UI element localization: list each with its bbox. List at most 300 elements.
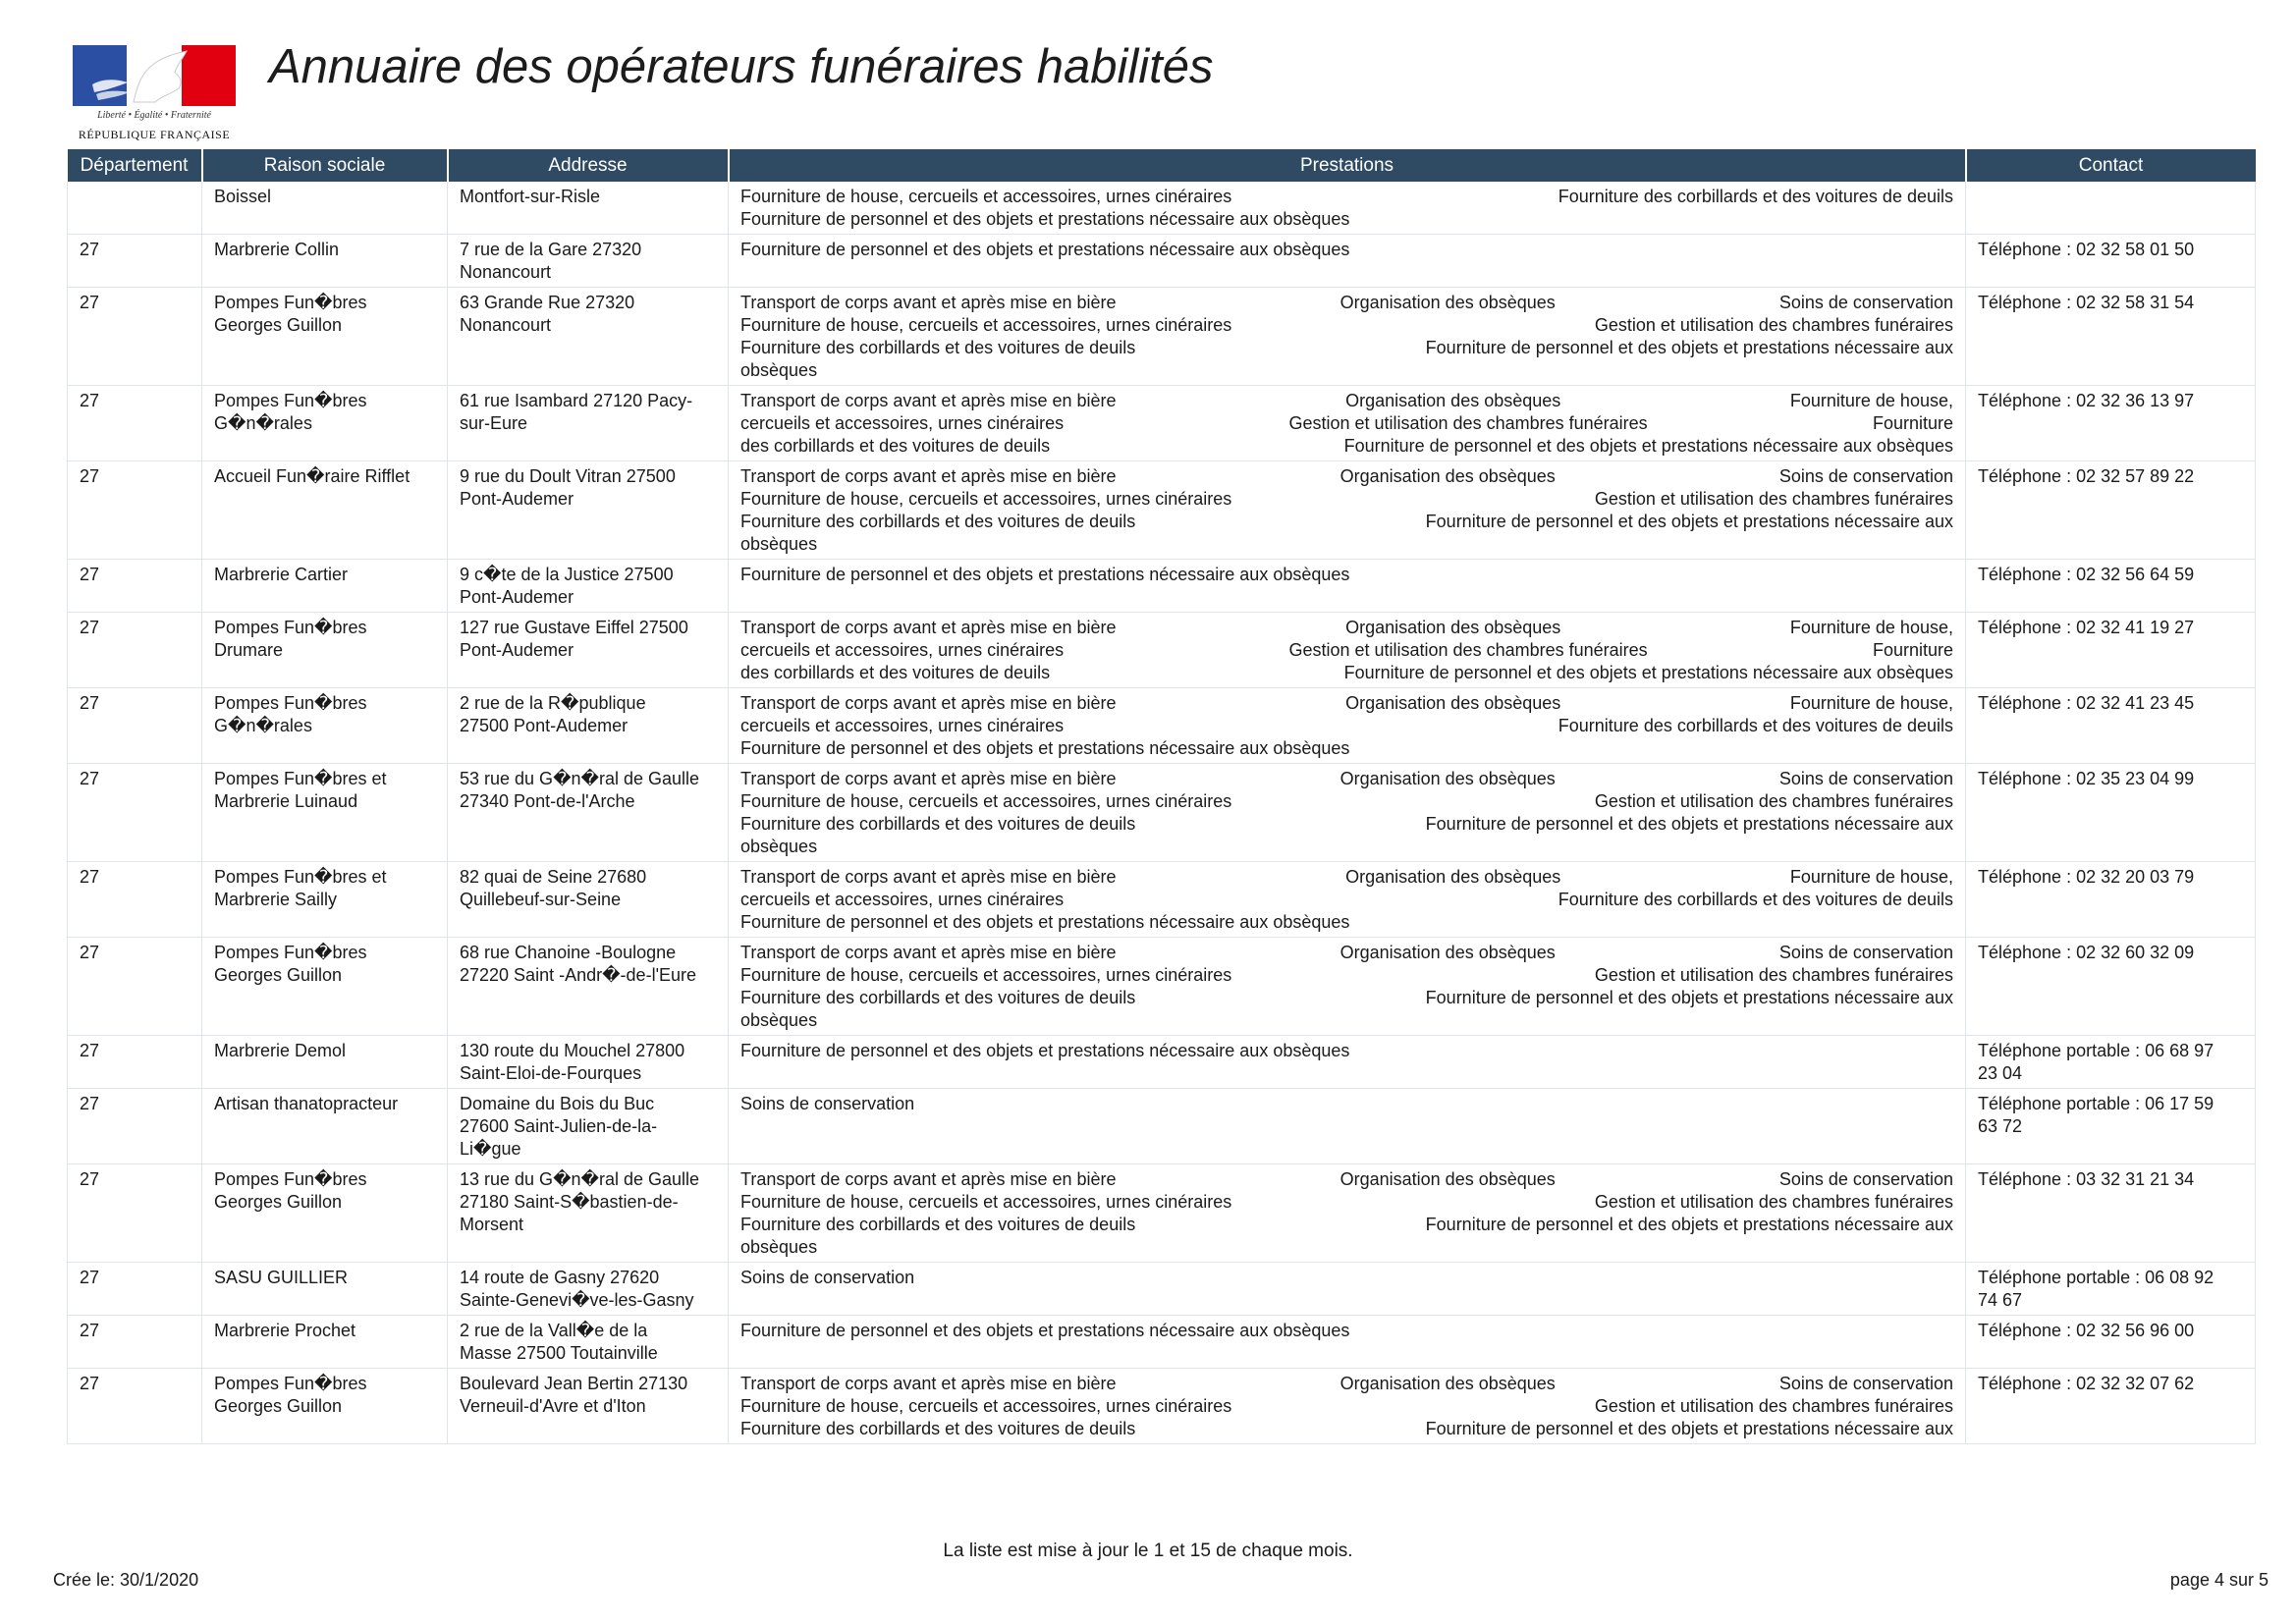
raison-sociale-cell [202, 1036, 448, 1089]
adresse-line: Boulevard Jean Bertin 27130 [460, 1374, 688, 1393]
adresse-line: Pont-Audemer [460, 489, 574, 509]
adresse-line: 27220 Saint -Andr�-de-l'Eure [460, 965, 697, 985]
prestation-item: Fourniture des corbillards et des voitures de deuils [740, 338, 1136, 357]
prestation-item: Fourniture des corbillards et des voitures de deuils [1558, 716, 1953, 735]
prestation-item: Fourniture de personnel et des objets et prestations nécessaire aux obsèques [1343, 663, 1953, 682]
prestation-item: Fourniture de personnel et des objets et prestations nécessaire aux [1425, 512, 1953, 531]
prestations-cell [729, 386, 1966, 461]
raison-sociale-cell [202, 613, 448, 688]
adresse-line: 63 Grande Rue 27320 [460, 293, 635, 312]
adresse-cell [448, 182, 729, 235]
raison-sociale-line: Marbrerie Luinaud [214, 791, 358, 811]
prestations-cell [729, 560, 1966, 613]
prestation-item: Organisation des obsèques [1345, 391, 1561, 410]
raison-sociale-line: Marbrerie Prochet [214, 1321, 356, 1340]
prestation-item: Fourniture de personnel et des objets et prestations nécessaire aux [1425, 814, 1953, 834]
prestations-line [740, 942, 1953, 964]
page-number: page 4 sur 5 [2169, 1570, 2269, 1590]
prestations-line [740, 617, 1953, 639]
departement-cell: 27 [68, 560, 202, 613]
adresse-line: 27600 Saint-Julien-de-la- [460, 1116, 658, 1136]
prestation-item: Fourniture de house, [1789, 867, 1953, 887]
prestation-item: Fourniture de personnel et des objets et prestations nécessaire aux obsèques [740, 565, 1350, 584]
contact-line: Téléphone : 02 32 32 07 62 [1978, 1374, 2195, 1393]
prestation-item: Gestion et utilisation des chambres funéraires [1288, 413, 1648, 433]
prestations-line [740, 1373, 1953, 1395]
contact-line: Téléphone : 02 32 57 89 22 [1978, 466, 2195, 486]
prestation-item: Fourniture de personnel et des objets et prestations nécessaire aux obsèques [740, 209, 1350, 229]
contact-cell [1966, 560, 2256, 613]
prestation-item: Gestion et utilisation des chambres funéraires [1594, 489, 1953, 509]
adresse-cell [448, 1263, 729, 1316]
prestations-line [740, 1320, 1953, 1342]
adresse-cell [448, 288, 729, 386]
contact-line: Téléphone : 02 32 20 03 79 [1978, 867, 2195, 887]
contact-cell [1966, 182, 2256, 235]
prestation-item: Fourniture de house, [1789, 618, 1953, 637]
logo-motto: Liberté • Égalité • Fraternité [97, 110, 211, 121]
prestation-item: Fourniture de personnel et des objets et prestations nécessaire aux obsèques [1343, 436, 1953, 456]
departement-cell: 27 [68, 613, 202, 688]
prestation-item: Fourniture de house, cercueils et accessoires, urnes cinéraires [740, 315, 1232, 335]
table-row [68, 764, 2256, 862]
adresse-line: 27500 Pont-Audemer [460, 716, 629, 735]
prestations-cell [729, 938, 1966, 1036]
prestations-line [740, 208, 1953, 231]
prestation-item: cercueils et accessoires, urnes cinéraires [740, 890, 1065, 909]
adresse-line: Pont-Audemer [460, 640, 574, 660]
prestation-item: Gestion et utilisation des chambres funéraires [1288, 640, 1648, 660]
raison-sociale-line: G�n�rales [214, 716, 312, 735]
table-body [68, 182, 2256, 1444]
prestations-line [740, 889, 1953, 911]
table-row [68, 1089, 2256, 1164]
operators-table [67, 149, 2256, 1444]
update-note: La liste est mise à jour le 1 et 15 de chaque mois. [943, 1541, 1353, 1561]
prestation-item: des corbillards et des voitures de deuils [740, 436, 1051, 456]
contact-line: Téléphone portable : 06 17 59 [1978, 1094, 2214, 1113]
prestations-line [740, 639, 1953, 662]
departement-cell: 27 [68, 288, 202, 386]
creation-date: Crée le: 30/1/2020 [53, 1570, 199, 1590]
prestations-cell [729, 688, 1966, 764]
prestation-item: Fourniture [1872, 640, 1953, 660]
prestation-item: Fourniture de personnel et des objets et prestations nécessaire aux [1425, 1419, 1953, 1438]
adresse-line: 2 rue de la Vall�e de la [460, 1321, 648, 1340]
raison-sociale-cell [202, 560, 448, 613]
prestations-line [740, 465, 1953, 488]
raison-sociale-line: Artisan thanatopracteur [214, 1094, 399, 1113]
contact-line: Téléphone : 02 32 58 01 50 [1978, 240, 2195, 259]
prestations-cell [729, 1263, 1966, 1316]
prestation-item: Fourniture des corbillards et des voitures de deuils [740, 814, 1136, 834]
prestation-item: obsèques [740, 1010, 818, 1030]
table-row [68, 1263, 2256, 1316]
table-row [68, 182, 2256, 235]
raison-sociale-cell [202, 461, 448, 560]
raison-sociale-line: Georges Guillon [214, 965, 343, 985]
raison-sociale-line: Pompes Fun�bres [214, 943, 367, 962]
prestation-item: Transport de corps avant et après mise en bière [740, 1374, 1117, 1393]
prestations-line [740, 533, 1953, 556]
contact-cell [1966, 1089, 2256, 1164]
contact-line: Téléphone : 02 32 41 23 45 [1978, 693, 2195, 713]
prestation-item: Fourniture des corbillards et des voitures de deuils [740, 1215, 1136, 1234]
prestation-item: Transport de corps avant et après mise en bière [740, 769, 1117, 788]
table-row [68, 461, 2256, 560]
contact-line: Téléphone : 02 32 60 32 09 [1978, 943, 2195, 962]
adresse-cell [448, 386, 729, 461]
raison-sociale-line: Georges Guillon [214, 315, 343, 335]
prestations-line [740, 662, 1953, 684]
prestation-item: Soins de conservation [1778, 293, 1953, 312]
prestations-cell [729, 1036, 1966, 1089]
contact-line: Téléphone portable : 06 08 92 [1978, 1268, 2214, 1287]
departement-cell: 27 [68, 688, 202, 764]
prestations-cell [729, 182, 1966, 235]
prestations-line [740, 239, 1953, 261]
prestations-line [740, 1040, 1953, 1062]
raison-sociale-cell [202, 764, 448, 862]
adresse-line: Domaine du Bois du Buc [460, 1094, 655, 1113]
prestation-item: Fourniture de house, cercueils et accessoires, urnes cinéraires [740, 489, 1232, 509]
prestations-line [740, 511, 1953, 533]
contact-line: 63 72 [1978, 1116, 2023, 1136]
raison-sociale-line: Pompes Fun�bres [214, 391, 367, 410]
prestations-line [740, 1168, 1953, 1191]
marianne-flag-icon [73, 45, 236, 106]
adresse-line: 14 route de Gasny 27620 [460, 1268, 660, 1287]
departement-cell: 27 [68, 1369, 202, 1444]
prestations-line [740, 911, 1953, 934]
prestation-item: Fourniture des corbillards et des voitures de deuils [1558, 890, 1953, 909]
prestations-line [740, 412, 1953, 435]
raison-sociale-line: Marbrerie Demol [214, 1041, 347, 1060]
adresse-line: 127 rue Gustave Eiffel 27500 [460, 618, 688, 637]
adresse-line: Verneuil-d'Avre et d'Iton [460, 1396, 646, 1416]
prestations-line [740, 314, 1953, 337]
table-row [68, 235, 2256, 288]
departement-cell: 27 [68, 764, 202, 862]
prestation-item: Fourniture de house, cercueils et accessoires, urnes cinéraires [740, 1192, 1232, 1212]
table-row [68, 1369, 2256, 1444]
prestations-cell [729, 461, 1966, 560]
prestation-item: Transport de corps avant et après mise en bière [740, 618, 1117, 637]
prestation-item: Fourniture de personnel et des objets et prestations nécessaire aux [1425, 1215, 1953, 1234]
raison-sociale-line: Pompes Fun�bres [214, 1169, 367, 1189]
contact-cell [1966, 1316, 2256, 1369]
prestations-line [740, 435, 1953, 458]
table-row [68, 386, 2256, 461]
contact-line: 23 04 [1978, 1063, 2023, 1083]
prestation-item: Fourniture de personnel et des objets et prestations nécessaire aux obsèques [740, 1041, 1350, 1060]
raison-sociale-line: Pompes Fun�bres et [214, 867, 387, 887]
adresse-line: Sainte-Genevi�ve-les-Gasny [460, 1290, 694, 1310]
prestation-item: Transport de corps avant et après mise en bière [740, 1169, 1117, 1189]
prestation-item: Fourniture de house, cercueils et accessoires, urnes cinéraires [740, 791, 1232, 811]
raison-sociale-cell [202, 1263, 448, 1316]
prestations-line [740, 488, 1953, 511]
adresse-line: Quillebeuf-sur-Seine [460, 890, 622, 909]
contact-cell [1966, 288, 2256, 386]
contact-line: Téléphone : 02 32 56 96 00 [1978, 1321, 2195, 1340]
contact-cell [1966, 764, 2256, 862]
prestation-item: Organisation des obsèques [1345, 867, 1561, 887]
prestation-item: cercueils et accessoires, urnes cinéraires [740, 716, 1065, 735]
prestation-item: Fourniture de personnel et des objets et prestations nécessaire aux [1425, 338, 1953, 357]
table-row [68, 1316, 2256, 1369]
adresse-line: 7 rue de la Gare 27320 [460, 240, 642, 259]
departement-cell: 27 [68, 386, 202, 461]
prestation-item: Soins de conservation [1778, 943, 1953, 962]
raison-sociale-cell [202, 1316, 448, 1369]
contact-cell [1966, 1263, 2256, 1316]
prestation-item: Fourniture de personnel et des objets et prestations nécessaire aux obsèques [740, 912, 1350, 932]
raison-sociale-line: Pompes Fun�bres [214, 693, 367, 713]
adresse-line: 2 rue de la R�publique [460, 693, 646, 713]
prestation-item: Organisation des obsèques [1339, 1374, 1556, 1393]
prestation-item: Transport de corps avant et après mise en bière [740, 293, 1117, 312]
adresse-line: 27340 Pont-de-l'Arche [460, 791, 635, 811]
prestations-line [740, 186, 1953, 208]
table-row [68, 1164, 2256, 1263]
adresse-cell [448, 862, 729, 938]
departement-cell: 27 [68, 862, 202, 938]
prestation-item: Gestion et utilisation des chambres funéraires [1594, 965, 1953, 985]
prestation-item: Gestion et utilisation des chambres funéraires [1594, 315, 1953, 335]
departement-cell: 27 [68, 235, 202, 288]
republique-francaise-logo [71, 45, 238, 147]
prestation-item: Soins de conservation [1778, 466, 1953, 486]
departement-cell: 27 [68, 1036, 202, 1089]
prestation-item: Fourniture de house, cercueils et accessoires, urnes cinéraires [740, 965, 1232, 985]
prestations-line [740, 790, 1953, 813]
prestation-item: Organisation des obsèques [1339, 1169, 1556, 1189]
prestation-item: Organisation des obsèques [1339, 466, 1556, 486]
prestation-item: cercueils et accessoires, urnes cinéraires [740, 640, 1065, 660]
table-header-row [68, 149, 2256, 182]
prestation-item: Organisation des obsèques [1345, 693, 1561, 713]
departement-cell [68, 182, 202, 235]
contact-cell [1966, 386, 2256, 461]
raison-sociale-line: Georges Guillon [214, 1396, 343, 1416]
raison-sociale-cell [202, 862, 448, 938]
contact-cell [1966, 688, 2256, 764]
page-title: Annuaire des opérateurs funéraires habilités [269, 40, 1214, 93]
prestations-line [740, 715, 1953, 737]
table-row [68, 288, 2256, 386]
raison-sociale-line: Boissel [214, 187, 272, 206]
prestation-item: Fourniture de personnel et des objets et prestations nécessaire aux obsèques [740, 240, 1350, 259]
adresse-cell [448, 688, 729, 764]
prestations-line [740, 737, 1953, 760]
prestation-item: Transport de corps avant et après mise en bière [740, 943, 1117, 962]
raison-sociale-cell [202, 1369, 448, 1444]
prestation-item: Fourniture des corbillards et des voitures de deuils [740, 512, 1136, 531]
prestation-item: des corbillards et des voitures de deuils [740, 663, 1051, 682]
adresse-line: 27180 Saint-S�bastien-de- [460, 1192, 679, 1212]
raison-sociale-line: Georges Guillon [214, 1192, 343, 1212]
adresse-line: Morsent [460, 1215, 524, 1234]
contact-line: Téléphone : 02 32 56 64 59 [1978, 565, 2195, 584]
prestation-item: Gestion et utilisation des chambres funéraires [1594, 1192, 1953, 1212]
adresse-line: 9 c�te de la Justice 27500 [460, 565, 674, 584]
raison-sociale-cell [202, 938, 448, 1036]
contact-line: 74 67 [1978, 1290, 2023, 1310]
prestations-line [740, 1009, 1953, 1032]
prestations-line [740, 866, 1953, 889]
departement-cell: 27 [68, 1263, 202, 1316]
prestation-item: Gestion et utilisation des chambres funéraires [1594, 791, 1953, 811]
prestations-line [740, 692, 1953, 715]
prestation-item: Fourniture de personnel et des objets et prestations nécessaire aux obsèques [740, 738, 1350, 758]
prestations-line [740, 836, 1953, 858]
contact-cell [1966, 461, 2256, 560]
column-header-departement: Département [68, 149, 202, 182]
prestation-item: Fourniture des corbillards et des voitures de deuils [740, 1419, 1136, 1438]
prestations-line [740, 564, 1953, 586]
prestation-item: Fourniture des corbillards et des voitures de deuils [740, 988, 1136, 1007]
departement-cell: 27 [68, 1316, 202, 1369]
prestations-line [740, 359, 1953, 382]
prestation-item: Soins de conservation [1778, 1169, 1953, 1189]
prestations-line [740, 1267, 1953, 1289]
adresse-cell [448, 764, 729, 862]
table-row [68, 938, 2256, 1036]
prestations-cell [729, 613, 1966, 688]
prestation-item: Transport de corps avant et après mise en bière [740, 693, 1117, 713]
raison-sociale-line: Pompes Fun�bres [214, 293, 367, 312]
prestations-line [740, 1214, 1953, 1236]
raison-sociale-line: G�n�rales [214, 413, 312, 433]
adresse-line: 53 rue du G�n�ral de Gaulle [460, 769, 700, 788]
prestations-line [740, 390, 1953, 412]
table-row [68, 1036, 2256, 1089]
contact-cell [1966, 938, 2256, 1036]
column-header-contact: Contact [1966, 149, 2256, 182]
prestation-item: Organisation des obsèques [1339, 293, 1556, 312]
departement-cell: 27 [68, 461, 202, 560]
prestations-cell [729, 1369, 1966, 1444]
contact-cell [1966, 235, 2256, 288]
prestations-cell [729, 1316, 1966, 1369]
raison-sociale-cell [202, 1089, 448, 1164]
contact-line: Téléphone portable : 06 68 97 [1978, 1041, 2214, 1060]
departement-cell: 27 [68, 1089, 202, 1164]
raison-sociale-cell [202, 235, 448, 288]
prestation-item: obsèques [740, 360, 818, 380]
adresse-line: Li�gue [460, 1139, 521, 1159]
adresse-line: Masse 27500 Toutainville [460, 1343, 658, 1363]
contact-cell [1966, 1164, 2256, 1263]
adresse-cell [448, 1089, 729, 1164]
adresse-line: 9 rue du Doult Vitran 27500 [460, 466, 676, 486]
prestations-line [740, 768, 1953, 790]
raison-sociale-line: Pompes Fun�bres [214, 1374, 367, 1393]
adresse-line: 13 rue du G�n�ral de Gaulle [460, 1169, 700, 1189]
prestations-cell [729, 1164, 1966, 1263]
raison-sociale-cell [202, 1164, 448, 1263]
adresse-cell [448, 938, 729, 1036]
prestation-item: Soins de conservation [740, 1094, 915, 1113]
raison-sociale-line: Marbrerie Collin [214, 240, 340, 259]
prestations-line [740, 292, 1953, 314]
raison-sociale-cell [202, 688, 448, 764]
prestation-item: Organisation des obsèques [1339, 769, 1556, 788]
column-header-prestations: Prestations [729, 149, 1966, 182]
prestations-line [740, 1395, 1953, 1418]
table-row [68, 688, 2256, 764]
prestation-item: Fourniture de house, [1789, 693, 1953, 713]
prestation-item: Transport de corps avant et après mise en bière [740, 867, 1117, 887]
prestation-item: Gestion et utilisation des chambres funéraires [1594, 1396, 1953, 1416]
prestation-item: Transport de corps avant et après mise en bière [740, 391, 1117, 410]
prestations-line [740, 1236, 1953, 1259]
contact-cell [1966, 613, 2256, 688]
table-row [68, 613, 2256, 688]
departement-cell: 27 [68, 1164, 202, 1263]
contact-cell [1966, 1369, 2256, 1444]
prestations-line [740, 337, 1953, 359]
adresse-line: Nonancourt [460, 262, 552, 282]
table-row [68, 560, 2256, 613]
prestation-item: Fourniture des corbillards et des voitures de deuils [1558, 187, 1953, 206]
prestation-item: obsèques [740, 837, 818, 856]
prestation-item: obsèques [740, 534, 818, 554]
adresse-line: Montfort-sur-Risle [460, 187, 601, 206]
adresse-cell [448, 461, 729, 560]
adresse-cell [448, 1316, 729, 1369]
prestation-item: Transport de corps avant et après mise en bière [740, 466, 1117, 486]
prestation-item: obsèques [740, 1237, 818, 1257]
column-header-raison-sociale: Raison sociale [202, 149, 448, 182]
prestation-item: Fourniture de house, cercueils et accessoires, urnes cinéraires [740, 1396, 1232, 1416]
contact-line: Téléphone : 02 35 23 04 99 [1978, 769, 2195, 788]
prestations-cell [729, 764, 1966, 862]
prestation-item: Fourniture de house, cercueils et accessoires, urnes cinéraires [740, 187, 1232, 206]
raison-sociale-line: Pompes Fun�bres et [214, 769, 387, 788]
adresse-cell [448, 235, 729, 288]
raison-sociale-line: Drumare [214, 640, 284, 660]
raison-sociale-cell [202, 288, 448, 386]
adresse-line: 61 rue Isambard 27120 Pacy- [460, 391, 693, 410]
prestations-line [740, 987, 1953, 1009]
prestations-line [740, 1093, 1953, 1115]
prestations-line [740, 813, 1953, 836]
contact-line: Téléphone : 02 32 58 31 54 [1978, 293, 2195, 312]
contact-line: Téléphone : 02 32 36 13 97 [1978, 391, 2195, 410]
raison-sociale-cell [202, 386, 448, 461]
prestations-line [740, 1418, 1953, 1440]
adresse-cell [448, 613, 729, 688]
prestations-cell [729, 1089, 1966, 1164]
raison-sociale-line: Pompes Fun�bres [214, 618, 367, 637]
raison-sociale-line: SASU GUILLIER [214, 1268, 349, 1287]
prestation-item: cercueils et accessoires, urnes cinéraires [740, 413, 1065, 433]
column-header-adresse: Addresse [448, 149, 729, 182]
prestation-item: Fourniture [1872, 413, 1953, 433]
adresse-line: Nonancourt [460, 315, 552, 335]
adresse-line: 82 quai de Seine 27680 [460, 867, 647, 887]
raison-sociale-line: Accueil Fun�raire Rifflet [214, 466, 410, 486]
raison-sociale-line: Marbrerie Cartier [214, 565, 349, 584]
prestation-item: Soins de conservation [1778, 769, 1953, 788]
prestations-cell [729, 235, 1966, 288]
prestations-cell [729, 862, 1966, 938]
adresse-line: 130 route du Mouchel 27800 [460, 1041, 685, 1060]
raison-sociale-line: Marbrerie Sailly [214, 890, 338, 909]
contact-line: Téléphone : 02 32 41 19 27 [1978, 618, 2195, 637]
